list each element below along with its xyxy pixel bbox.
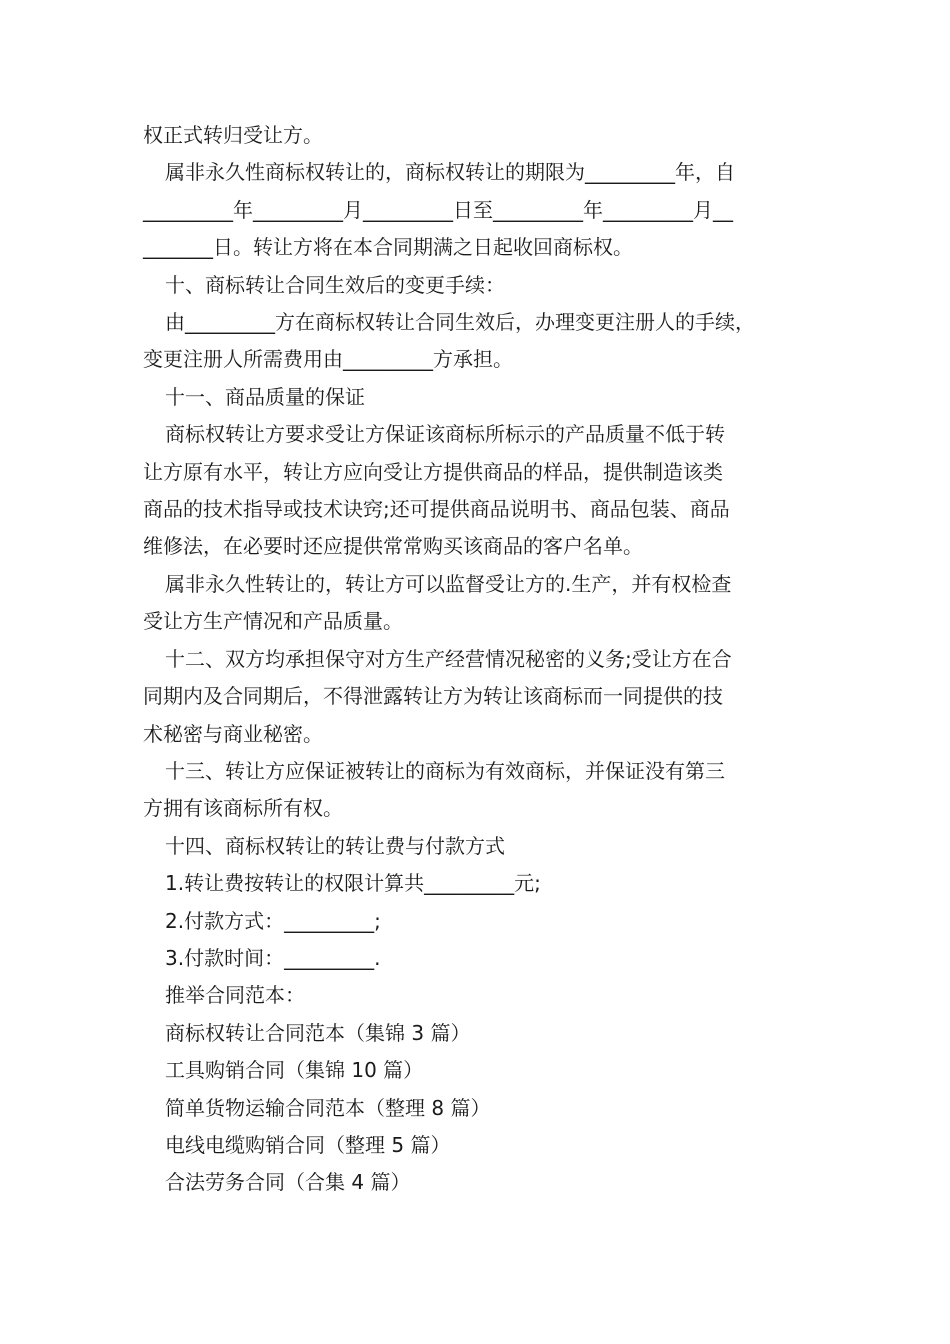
text-line: 十三、转让方应保证被转让的商标为有效商标，并保证没有第三 <box>165 758 725 783</box>
text-line: 十二、双方均承担保守对方生产经营情况秘密的义务;受让方在合 <box>165 646 732 671</box>
text-line: _________年_________月_________日至_________年_________月__ <box>143 197 733 222</box>
text-line: 方拥有该商标所有权。 <box>143 796 343 821</box>
document-body <box>143 117 811 1202</box>
text-line: _______日。转让方将在本合同期满之日起收回商标权。 <box>143 235 633 260</box>
text-line: 商标权转让合同范本（集锦 3 篇） <box>165 1020 471 1045</box>
text-line: 让方原有水平，转让方应向受让方提供商品的样品，提供制造该类 <box>143 459 723 484</box>
text-line: 属非永久性商标权转让的，商标权转让的期限为_________年，自 <box>165 160 735 185</box>
text-line: 术秘密与商业秘密。 <box>143 721 323 746</box>
text-line: 电线电缆购销合同（整理 5 篇） <box>165 1132 451 1157</box>
text-line: 合法劳务合同（合集 4 篇） <box>165 1170 411 1195</box>
text-line: 受让方生产情况和产品质量。 <box>143 609 403 634</box>
text-line: 属非永久性转让的，转让方可以监督受让方的.生产，并有权检查 <box>165 571 732 596</box>
text-line: 权正式转归受让方。 <box>143 123 323 147</box>
text-line: 1.转让费按转让的权限计算共_________元; <box>165 871 541 896</box>
text-line: 简单货物运输合同范本（整理 8 篇） <box>165 1095 491 1120</box>
text-line: 3.付款时间：_________. <box>165 945 381 970</box>
text-line: 工具购销合同（集锦 10 篇） <box>165 1058 424 1083</box>
text-line: 推举合同范本： <box>165 983 305 1008</box>
text-line: 十、商标转让合同生效后的变更手续： <box>165 272 505 297</box>
text-line: 十四、商标权转让的转让费与付款方式 <box>165 833 505 858</box>
text-line: 商品的技术指导或技术诀窍;还可提供商品说明书、商品包装、商品 <box>143 497 730 522</box>
text-line: 同期内及合同期后，不得泄露转让方为转让该商标而一同提供的技 <box>143 684 723 709</box>
text-line: 商标权转让方要求受让方保证该商标所标示的产品质量不低于转 <box>165 422 725 447</box>
text-line: 十一、商品质量的保证 <box>165 384 365 409</box>
text-line: 维修法，在必要时还应提供常常购买该商品的客户名单。 <box>143 534 643 559</box>
text-line: 2.付款方式：_________; <box>165 908 381 933</box>
text-line: 变更注册人所需费用由_________方承担。 <box>143 347 513 372</box>
text-line: 由_________方在商标权转让合同生效后，办理变更注册人的手续， <box>165 310 755 335</box>
